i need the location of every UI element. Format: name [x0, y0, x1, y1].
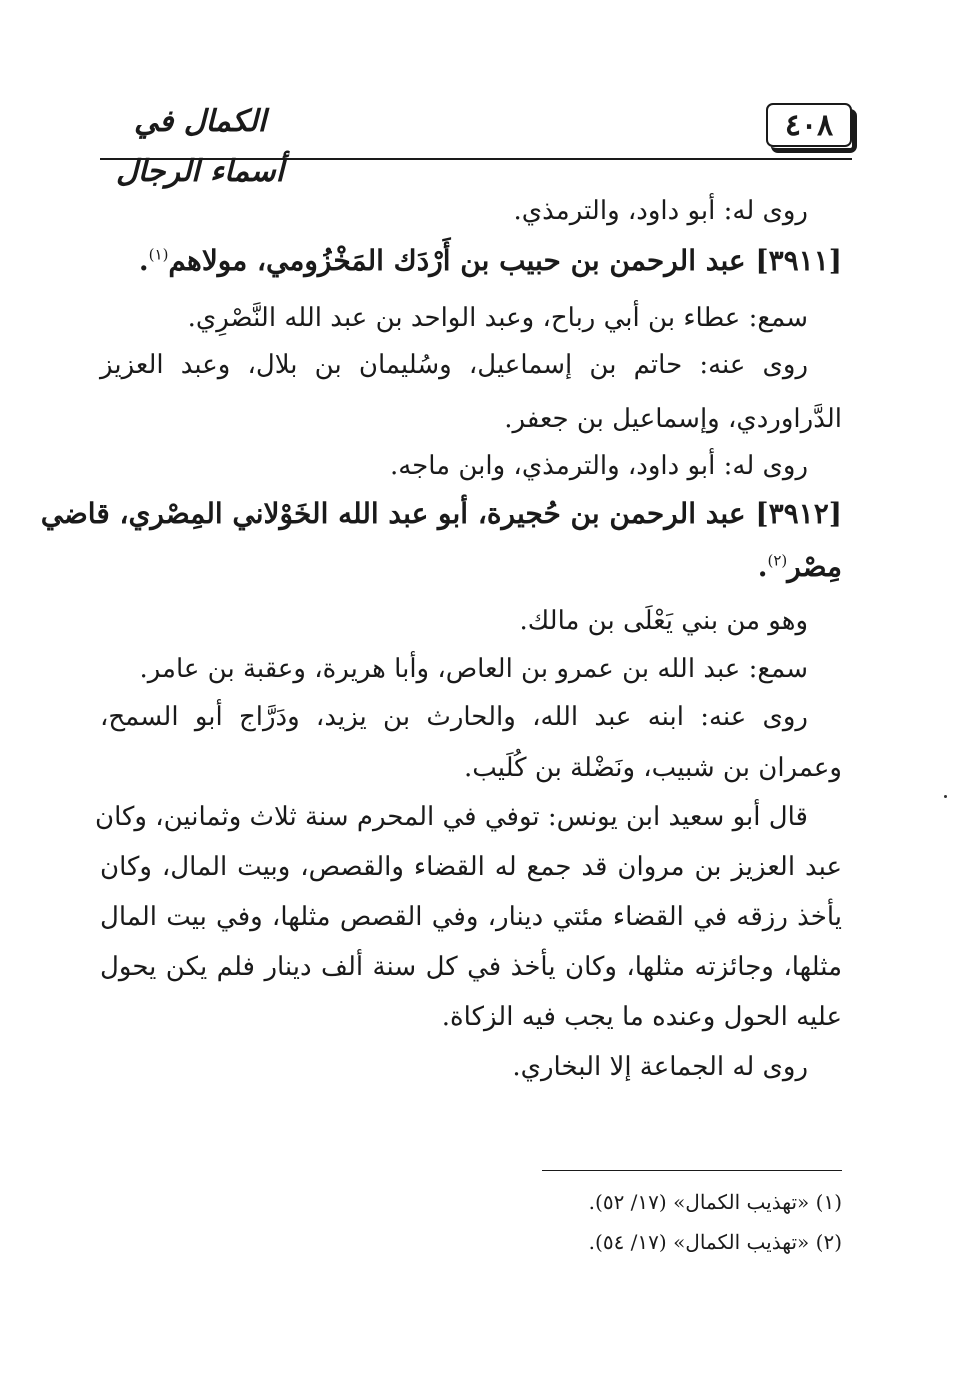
- text-line: سمع: عبد الله بن عمرو بن العاص، وأبا هريرة، وعقبة بن عامر.: [139, 654, 808, 684]
- entry-name-cont: مِصْر: [787, 550, 842, 583]
- text-line: قال أبو سعيد ابن يونس: توفي في المحرم سنة ثلاث وثمانين، وكان: [95, 802, 808, 832]
- text-line: وعمران بن شبيب، ونَضْلة بن كُلَيب.: [463, 753, 842, 783]
- footnote-1: (١) «تهذيب الكمال» (١٧/ ٥٢).: [588, 1190, 842, 1214]
- footnote-2: (٢) «تهذيب الكمال» (١٧/ ٥٤).: [588, 1230, 842, 1254]
- entry-heading-3912: [40, 491, 842, 537]
- text-line: روى له الجماعة إلا البخاري.: [512, 1052, 808, 1082]
- entry-heading-3912-cont: [100, 544, 842, 590]
- footnote-ref: (١): [148, 245, 169, 264]
- text-line: روى عنه: حاتم بن إسماعيل، وسُليمان بن بلال، وعبد العزيز: [100, 350, 808, 380]
- footnote-ref: (٢): [767, 551, 788, 570]
- entry-heading-3911: [100, 238, 842, 284]
- header-rule: [100, 158, 852, 160]
- text-line: روى عنه: ابنه عبد الله، والحارث بن يزيد، ودَرَّاج أبو السمح،: [100, 702, 808, 732]
- entry-name: عبد الرحمن بن حُجيرة، أبو عبد الله الخَوْلاني المِصْري، قاضي: [40, 497, 746, 530]
- scan-speck: [944, 795, 947, 798]
- entry-name: عبد الرحمن بن حبيب بن أَرْدَك المَخْزُومي، مولاهم: [168, 244, 746, 277]
- entry-number: [٣٩١١]: [755, 244, 842, 277]
- text-line: الدَّراوردي، وإسماعيل بن جعفر.: [504, 404, 842, 434]
- text-line: سمع: عطاء بن أبي رباح، وعبد الواحد بن عبد الله النَّصْرِي.: [187, 303, 808, 333]
- entry-number: [٣٩١٢]: [755, 497, 842, 530]
- text-line: روى له: أبو داود، والترمذي، وابن ماجه.: [389, 451, 808, 481]
- text-line: مثلها، وجائزته مثلها، وكان يأخذ في كل سنة ألف دينار فلم يكن يحول: [100, 952, 842, 982]
- entry-end: .: [138, 244, 149, 277]
- page-number: ٤٠٨: [766, 103, 852, 147]
- footnote-rule: [542, 1170, 842, 1171]
- text-line: وهو من بني يَعْلَى بن مالك.: [519, 606, 808, 636]
- text-line: روى له: أبو داود، والترمذي.: [513, 196, 808, 226]
- text-line: عبد العزيز بن مروان قد جمع له القضاء والقصص، وبيت المال، وكان: [100, 852, 842, 882]
- text-line: عليه الحول وعنده ما يجب فيه الزكاة.: [441, 1002, 842, 1032]
- book-title: الكمال في أسماء الرجال: [115, 104, 285, 189]
- page-header: [100, 95, 852, 189]
- text-line: يأخذ رزقه في القضاء مئتي دينار، وفي القصص مثلها، وفي بيت المال: [100, 902, 842, 932]
- entry-end: .: [757, 550, 768, 583]
